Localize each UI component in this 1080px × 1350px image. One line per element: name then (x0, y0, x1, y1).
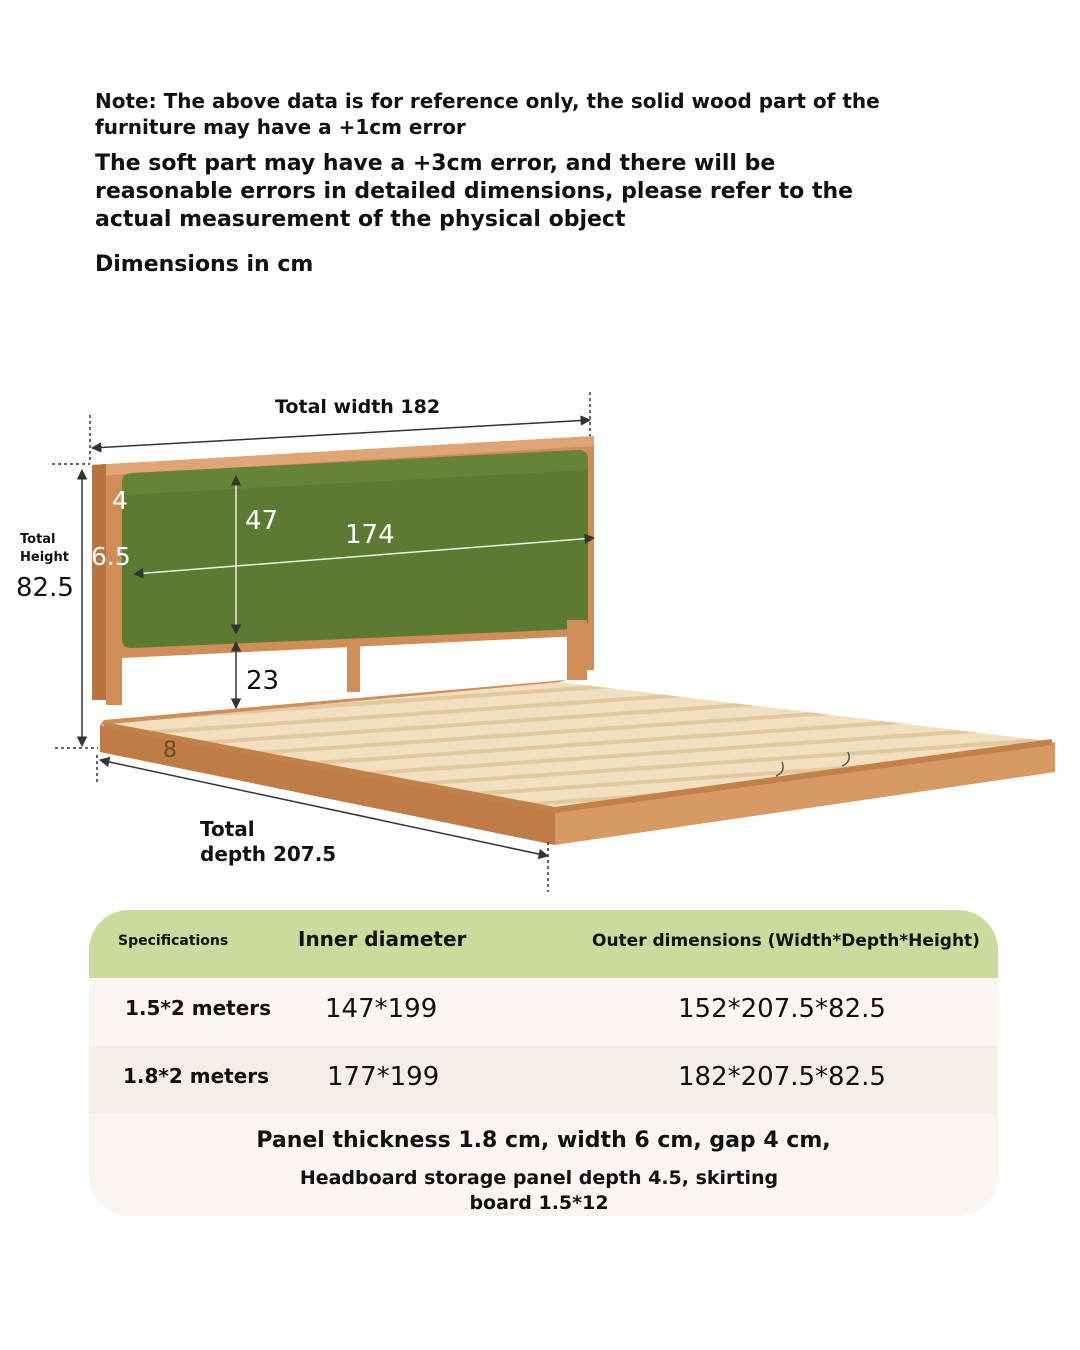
table-header (89, 910, 998, 978)
note-dimensions-unit: Dimensions in cm (95, 252, 314, 277)
headboard-storage-note: Headboard storage panel depth 4.5, skirting board 1.5*12 (299, 1167, 779, 1214)
row-inner: 147*199 (325, 994, 438, 1024)
header-outer-dimensions: Outer dimensions (Width*Depth*Height) (592, 931, 980, 951)
total-height-value: 82.5 (16, 573, 74, 603)
row-spec: 1.8*2 meters (123, 1064, 270, 1088)
top-gap-value: 4 (112, 486, 128, 515)
panel-thickness-note: Panel thickness 1.8 cm, width 6 cm, gap 4 cm, (256, 1128, 831, 1153)
row-outer: 152*207.5*82.5 (678, 994, 886, 1024)
row-outer: 182*207.5*82.5 (678, 1062, 886, 1092)
table-row (89, 978, 998, 1046)
note-soft-part-error: The soft part may have a +3cm error, and there will be reasonable errors in detailed dimensions, please refer to the actual measurement of the physical object (95, 151, 854, 232)
row-spec: 1.5*2 meters (125, 996, 272, 1020)
total-height-label-2: Height (20, 550, 69, 565)
total-width-label: Total width 182 (275, 396, 441, 418)
note-solid-wood-error: Note: The above data is for reference only, the solid wood part of the furniture may have a +1cm error (95, 89, 880, 139)
bed-dimension-diagram (0, 380, 1080, 900)
cushion-height-value: 47 (245, 506, 279, 536)
leg-height-value: 23 (246, 666, 280, 696)
row-inner: 177*199 (327, 1062, 440, 1092)
total-depth-label-2: depth 207.5 (200, 842, 337, 866)
cushion-width-value: 174 (345, 520, 395, 550)
total-depth-label-1: Total (200, 817, 255, 841)
table-row (89, 1046, 998, 1114)
header-inner-diameter: Inner diameter (298, 927, 467, 951)
header-specifications: Specifications (118, 933, 229, 949)
frame-height-value: 8 (163, 738, 177, 763)
bed-illustration (0, 380, 1080, 900)
headboard (92, 436, 594, 705)
total-height-label-1: Total (20, 532, 56, 547)
specifications-table (89, 910, 998, 1216)
notes-block (95, 88, 975, 277)
side-gap-value: 6.5 (91, 542, 131, 571)
